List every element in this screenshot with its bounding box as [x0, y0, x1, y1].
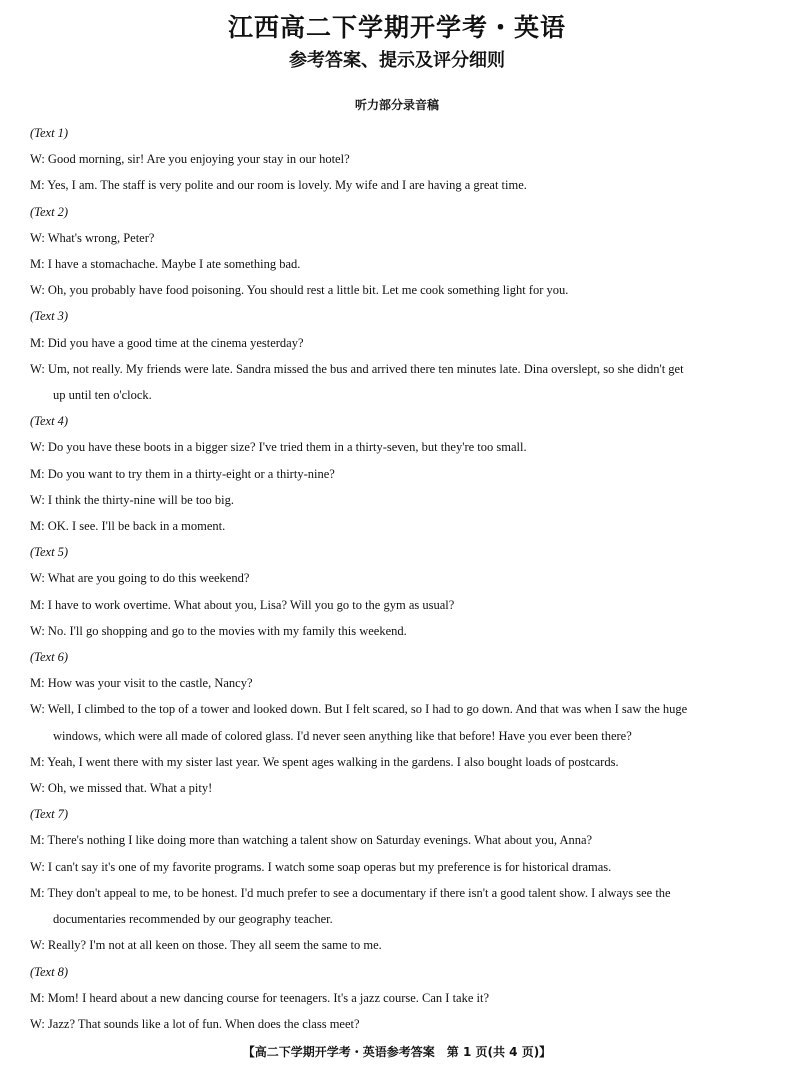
- transcript-line-continued: windows, which were all made of colored glass. I'd never seen anything like that before! Have you ever been there?: [53, 728, 632, 743]
- section-heading: 听力部分录音稿: [354, 98, 439, 112]
- transcript-line-continued: up until ten o'clock.: [53, 388, 152, 403]
- transcript-line: M: Did you have a good time at the cinema yesterday?: [30, 335, 304, 350]
- transcript-line: W: Well, I climbed to the top of a tower and looked down. But I felt scared, so I had to go down. And that was when I saw the huge: [30, 702, 688, 717]
- transcript-line: W: No. I'll go shopping and go to the movies with my family this weekend.: [30, 623, 407, 638]
- transcript-line: W: Really? I'm not at all keen on those. They all seem the same to me.: [30, 938, 382, 953]
- text-label: (Text 2): [30, 204, 69, 219]
- transcript-line: W: Do you have these boots in a bigger size? I've tried them in a thirty-seven, but they're too small.: [30, 440, 527, 455]
- transcript-line: M: I have to work overtime. What about you, Lisa? Will you go to the gym as usual?: [30, 597, 455, 612]
- transcript-line: W: Oh, we missed that. What a pity!: [30, 781, 213, 796]
- transcript-line: W: I can't say it's one of my favorite programs. I watch some soap operas but my preference is for historical dramas.: [30, 859, 612, 874]
- text-label: (Text 6): [30, 650, 69, 665]
- transcript-line: W: What's wrong, Peter?: [30, 230, 155, 245]
- transcript-line: M: There's nothing I like doing more than watching a talent show on Saturday evenings. What about you, Anna?: [30, 833, 593, 848]
- transcript-line: M: Mom! I heard about a new dancing course for teenagers. It's a jazz course. Can I take it?: [30, 990, 490, 1005]
- page-title: 江西高二下学期开学考・英语: [227, 13, 566, 42]
- text-label: (Text 5): [30, 545, 69, 560]
- transcript-line: M: Do you want to try them in a thirty-eight or a thirty-nine?: [30, 466, 335, 481]
- transcript-line: M: OK. I see. I'll be back in a moment.: [30, 519, 226, 534]
- transcript-line-continued: documentaries recommended by our geography teacher.: [53, 912, 333, 927]
- transcript-line: W: Um, not really. My friends were late. Sandra missed the bus and arrived there ten minutes late. Dina overslept, so she didn't get: [30, 361, 684, 376]
- page-subtitle: 参考答案、提示及评分细则: [289, 50, 505, 71]
- transcript-line: M: They don't appeal to me, to be honest. I'd much prefer to see a documentary if there isn't a good talent show. I always see the: [30, 885, 671, 900]
- text-label: (Text 3): [30, 309, 69, 324]
- transcript-line: M: How was your visit to the castle, Nancy?: [30, 676, 253, 691]
- transcript-line: W: Oh, you probably have food poisoning. You should rest a little bit. Let me cook something light for you.: [30, 283, 569, 298]
- transcript-line: W: I think the thirty-nine will be too big.: [30, 492, 235, 507]
- transcript-line: M: I have a stomachache. Maybe I ate something bad.: [30, 257, 301, 272]
- transcript-body: [30, 120, 770, 1037]
- transcript-line: W: Jazz? That sounds like a lot of fun. When does the class meet?: [30, 1016, 360, 1031]
- text-label: (Text 7): [30, 807, 69, 822]
- transcript-line: M: Yeah, I went there with my sister last year. We spent ages walking in the gardens. I also bought loads of postcards.: [30, 754, 619, 769]
- transcript-line: W: Good morning, sir! Are you enjoying your stay in our hotel?: [30, 152, 350, 167]
- transcript-line: M: Yes, I am. The staff is very polite and our room is lovely. My wife and I are having a great time.: [30, 178, 527, 193]
- page-footer: 【高二下学期开学考・英语参考答案 第 1 页(共 4 页)】: [242, 1045, 552, 1059]
- text-label: (Text 1): [30, 126, 69, 140]
- text-label: (Text 4): [30, 414, 69, 429]
- transcript-line: W: What are you going to do this weekend?: [30, 571, 250, 586]
- text-label: (Text 8): [30, 964, 69, 979]
